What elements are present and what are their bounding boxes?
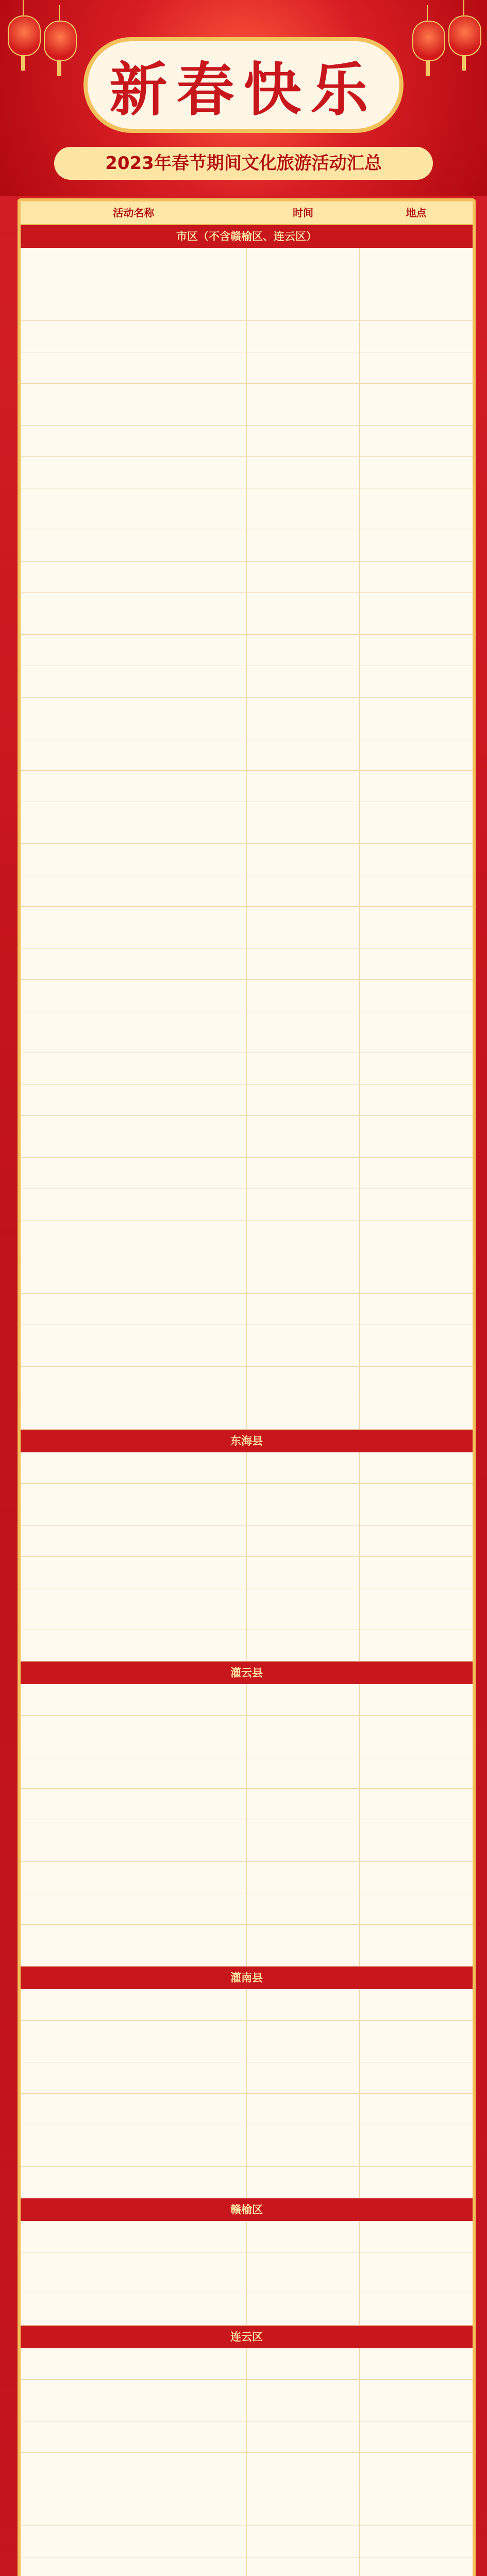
- page-title: 新春快乐: [109, 56, 378, 124]
- table-row: [21, 2294, 473, 2326]
- table-row: [21, 1757, 473, 1789]
- table-cell: [360, 2221, 473, 2252]
- table-row: [21, 384, 473, 426]
- table-cell: [247, 1526, 360, 1556]
- table-cell: [360, 2453, 473, 2484]
- table-cell: [247, 1716, 360, 1757]
- table-cell: [21, 2221, 247, 2252]
- table-cell: [360, 2167, 473, 2198]
- table-cell: [360, 1684, 473, 1715]
- table-cell: [21, 1158, 247, 1189]
- table-row: [21, 1893, 473, 1925]
- table-row: [21, 2125, 473, 2167]
- table-cell: [247, 1789, 360, 1820]
- table-cell: [21, 593, 247, 634]
- table-cell: [360, 1294, 473, 1325]
- table-row: [21, 1053, 473, 1084]
- hero-banner: [0, 0, 487, 196]
- table-cell: [360, 530, 473, 561]
- table-cell: [21, 698, 247, 739]
- table-cell: [21, 2167, 247, 2198]
- table-cell: [21, 1789, 247, 1820]
- table-row: [21, 321, 473, 352]
- table-row: [21, 844, 473, 875]
- table-cell: [21, 1757, 247, 1788]
- table-row: [21, 1588, 473, 1630]
- table-cell: [21, 1588, 247, 1630]
- table-cell: [21, 1862, 247, 1893]
- table-cell: [21, 739, 247, 770]
- table-cell: [21, 1452, 247, 1483]
- table-cell: [247, 2380, 360, 2421]
- table-cell: [247, 2557, 360, 2576]
- table-cell: [21, 1557, 247, 1588]
- table-cell: [360, 1484, 473, 1525]
- table-cell: [21, 875, 247, 906]
- table-cell: [247, 1325, 360, 1366]
- table-cell: [360, 1262, 473, 1293]
- table-cell: [21, 1084, 247, 1115]
- table-row: [21, 488, 473, 530]
- table-cell: [21, 1325, 247, 1366]
- table-row: [21, 279, 473, 321]
- table-cell: [247, 1398, 360, 1429]
- table-row: [21, 1398, 473, 1430]
- table-cell: [247, 562, 360, 592]
- table-cell: [360, 426, 473, 456]
- table-row: [21, 2094, 473, 2125]
- table-cell: [247, 488, 360, 530]
- table-cell: [21, 2453, 247, 2484]
- table-cell: [247, 2294, 360, 2325]
- table-cell: [247, 1116, 360, 1157]
- table-cell: [360, 1757, 473, 1788]
- table-row: [21, 2062, 473, 2094]
- table-cell: [360, 1526, 473, 1556]
- table-row: [21, 2526, 473, 2557]
- table-cell: [21, 384, 247, 425]
- table-cell: [21, 1053, 247, 1084]
- table-cell: [247, 1221, 360, 1262]
- col-name: 活动名称: [113, 207, 155, 219]
- table-cell: [21, 1684, 247, 1715]
- section-header: 灌云县: [21, 1662, 473, 1684]
- table-cell: [247, 635, 360, 666]
- table-cell: [360, 2252, 473, 2294]
- table-cell: [247, 739, 360, 770]
- table-row: [21, 2021, 473, 2062]
- section-header: 连云区: [21, 2326, 473, 2348]
- table-cell: [247, 2484, 360, 2526]
- events-table: [18, 198, 476, 2576]
- table-cell: [247, 352, 360, 383]
- table-row: [21, 457, 473, 488]
- table-row: [21, 1158, 473, 1189]
- table-cell: [21, 1484, 247, 1525]
- table-cell: [21, 321, 247, 352]
- table-cell: [360, 562, 473, 592]
- table-row: [21, 739, 473, 771]
- table-cell: [21, 844, 247, 875]
- table-cell: [247, 1053, 360, 1084]
- table-cell: [360, 248, 473, 279]
- table-cell: [247, 1452, 360, 1483]
- table-body: [21, 225, 473, 2576]
- table-cell: [247, 666, 360, 697]
- table-row: [21, 948, 473, 980]
- table-cell: [247, 426, 360, 456]
- table-cell: [21, 666, 247, 697]
- table-cell: [360, 279, 473, 320]
- table-cell: [360, 2021, 473, 2062]
- table-cell: [360, 352, 473, 383]
- table-cell: [247, 698, 360, 739]
- col-time: 时间: [293, 207, 314, 219]
- table-row: [21, 1820, 473, 1862]
- table-cell: [360, 1367, 473, 1398]
- table-cell: [21, 562, 247, 592]
- table-cell: [247, 530, 360, 561]
- table-row: [21, 698, 473, 739]
- table-cell: [360, 771, 473, 802]
- table-cell: [21, 1989, 247, 2020]
- table-cell: [360, 802, 473, 843]
- table-row: [21, 1484, 473, 1526]
- table-cell: [247, 1630, 360, 1661]
- table-cell: [247, 2421, 360, 2452]
- table-cell: [21, 980, 247, 1011]
- table-cell: [247, 1294, 360, 1325]
- table-row: [21, 1011, 473, 1053]
- section-header: 市区（不含赣榆区、连云区）: [21, 225, 473, 248]
- table-row: [21, 802, 473, 844]
- table-cell: [247, 1367, 360, 1398]
- table-cell: [247, 1862, 360, 1893]
- table-cell: [21, 1820, 247, 1861]
- table-cell: [247, 948, 360, 979]
- section-header: 灌南县: [21, 1967, 473, 1989]
- table-cell: [247, 2252, 360, 2294]
- table-cell: [21, 2526, 247, 2557]
- table-row: [21, 1925, 473, 1967]
- table-row: [21, 771, 473, 802]
- table-cell: [360, 875, 473, 906]
- table-cell: [21, 802, 247, 843]
- table-cell: [247, 980, 360, 1011]
- table-row: [21, 248, 473, 279]
- table-row: [21, 2252, 473, 2294]
- table-row: [21, 907, 473, 948]
- table-row: [21, 1989, 473, 2021]
- table-cell: [21, 1221, 247, 1262]
- table-cell: [21, 1294, 247, 1325]
- table-cell: [247, 1925, 360, 1966]
- table-cell: [247, 2167, 360, 2198]
- table-cell: [360, 2062, 473, 2093]
- table-cell: [247, 2453, 360, 2484]
- table-cell: [247, 2094, 360, 2125]
- table-cell: [21, 771, 247, 802]
- table-row: [21, 1557, 473, 1588]
- table-cell: [247, 248, 360, 279]
- table-cell: [360, 1053, 473, 1084]
- table-row: [21, 2167, 473, 2198]
- table-row: [21, 2484, 473, 2526]
- section-header: 赣榆区: [21, 2198, 473, 2221]
- table-cell: [21, 248, 247, 279]
- table-cell: [360, 948, 473, 979]
- table-cell: [360, 907, 473, 948]
- table-cell: [360, 1325, 473, 1366]
- table-cell: [21, 1262, 247, 1293]
- table-cell: [21, 1367, 247, 1398]
- table-cell: [21, 1116, 247, 1157]
- table-cell: [360, 1820, 473, 1861]
- table-row: [21, 1862, 473, 1893]
- table-row: [21, 1684, 473, 1716]
- table-cell: [247, 1588, 360, 1630]
- table-cell: [360, 1398, 473, 1429]
- table-cell: [247, 1484, 360, 1525]
- table-cell: [360, 1925, 473, 1966]
- table-row: [21, 875, 473, 907]
- table-cell: [247, 2062, 360, 2093]
- table-cell: [247, 1820, 360, 1861]
- table-row: [21, 2221, 473, 2252]
- table-cell: [360, 1011, 473, 1053]
- table-cell: [21, 1893, 247, 1924]
- table-cell: [21, 907, 247, 948]
- table-row: [21, 1452, 473, 1484]
- table-row: [21, 1325, 473, 1367]
- table-cell: [360, 1116, 473, 1157]
- table-cell: [360, 457, 473, 488]
- table-cell: [247, 1262, 360, 1293]
- table-cell: [21, 2125, 247, 2166]
- col-place: 地点: [406, 207, 427, 219]
- table-cell: [21, 2484, 247, 2526]
- table-cell: [247, 321, 360, 352]
- table-row: [21, 1716, 473, 1757]
- table-row: [21, 426, 473, 457]
- lantern-icon: [5, 0, 41, 72]
- table-cell: [247, 1557, 360, 1588]
- table-cell: [360, 2125, 473, 2166]
- table-cell: [21, 2557, 247, 2576]
- table-cell: [360, 666, 473, 697]
- table-cell: [21, 1925, 247, 1966]
- table-row: [21, 1526, 473, 1557]
- table-cell: [247, 1757, 360, 1788]
- table-cell: [247, 1189, 360, 1220]
- table-cell: [247, 1989, 360, 2020]
- table-cell: [247, 2021, 360, 2062]
- table-cell: [21, 2021, 247, 2062]
- table-cell: [247, 2125, 360, 2166]
- table-cell: [21, 457, 247, 488]
- table-cell: [21, 1189, 247, 1220]
- table-row: [21, 1367, 473, 1398]
- table-cell: [360, 2380, 473, 2421]
- table-cell: [247, 2348, 360, 2379]
- table-cell: [21, 2380, 247, 2421]
- table-cell: [360, 1452, 473, 1483]
- table-cell: [360, 739, 473, 770]
- table-cell: [247, 875, 360, 906]
- table-cell: [21, 279, 247, 320]
- table-cell: [360, 2348, 473, 2379]
- table-row: [21, 562, 473, 593]
- table-cell: [360, 1189, 473, 1220]
- table-row: [21, 2380, 473, 2421]
- table-cell: [21, 1011, 247, 1053]
- table-cell: [21, 1716, 247, 1757]
- table-cell: [247, 279, 360, 320]
- table-header: [21, 201, 473, 225]
- table-cell: [360, 1862, 473, 1893]
- table-cell: [21, 530, 247, 561]
- table-row: [21, 2421, 473, 2453]
- lantern-icon: [41, 5, 77, 77]
- table-cell: [247, 771, 360, 802]
- table-cell: [360, 2421, 473, 2452]
- table-row: [21, 666, 473, 698]
- table-cell: [360, 635, 473, 666]
- table-cell: [247, 593, 360, 634]
- table-cell: [247, 1158, 360, 1189]
- table-cell: [360, 1084, 473, 1115]
- table-cell: [360, 1716, 473, 1757]
- table-cell: [360, 1158, 473, 1189]
- table-row: [21, 2557, 473, 2576]
- table-cell: [360, 1221, 473, 1262]
- table-row: [21, 1084, 473, 1116]
- table-cell: [360, 488, 473, 530]
- table-cell: [21, 2062, 247, 2093]
- section-header: 东海县: [21, 1430, 473, 1452]
- table-cell: [360, 1630, 473, 1661]
- table-row: [21, 635, 473, 666]
- table-cell: [21, 488, 247, 530]
- table-cell: [21, 1398, 247, 1429]
- page-subtitle: 2023年春节期间文化旅游活动汇总: [54, 147, 433, 180]
- table-cell: [21, 1630, 247, 1661]
- table-cell: [247, 1084, 360, 1115]
- table-cell: [247, 907, 360, 948]
- table-cell: [360, 980, 473, 1011]
- table-cell: [360, 321, 473, 352]
- table-cell: [21, 2294, 247, 2325]
- table-row: [21, 980, 473, 1011]
- table-cell: [360, 1557, 473, 1588]
- table-cell: [360, 1989, 473, 2020]
- table-cell: [21, 948, 247, 979]
- table-row: [21, 593, 473, 635]
- table-cell: [360, 2526, 473, 2557]
- table-cell: [247, 844, 360, 875]
- table-cell: [247, 457, 360, 488]
- table-row: [21, 1262, 473, 1294]
- table-cell: [247, 802, 360, 843]
- table-cell: [360, 384, 473, 425]
- table-cell: [360, 2557, 473, 2576]
- table-row: [21, 530, 473, 562]
- table-cell: [360, 2484, 473, 2526]
- lantern-icon: [410, 5, 446, 77]
- table-row: [21, 1116, 473, 1158]
- table-row: [21, 1294, 473, 1325]
- table-row: [21, 2348, 473, 2380]
- table-row: [21, 1630, 473, 1662]
- table-cell: [247, 384, 360, 425]
- table-cell: [360, 1893, 473, 1924]
- title-badge: [88, 41, 399, 129]
- table-cell: [247, 2221, 360, 2252]
- table-cell: [360, 593, 473, 634]
- table-cell: [360, 1789, 473, 1820]
- table-cell: [360, 2094, 473, 2125]
- table-cell: [21, 2348, 247, 2379]
- table-cell: [247, 1011, 360, 1053]
- lantern-icon: [446, 0, 482, 72]
- table-cell: [360, 698, 473, 739]
- table-row: [21, 1189, 473, 1221]
- table-cell: [247, 2526, 360, 2557]
- table-row: [21, 1221, 473, 1262]
- table-row: [21, 1789, 473, 1820]
- table-cell: [360, 1588, 473, 1630]
- table-cell: [21, 2094, 247, 2125]
- table-cell: [360, 844, 473, 875]
- table-cell: [21, 426, 247, 456]
- table-cell: [21, 635, 247, 666]
- table-cell: [247, 1684, 360, 1715]
- table-cell: [21, 352, 247, 383]
- table-cell: [21, 1526, 247, 1556]
- table-row: [21, 2453, 473, 2484]
- table-cell: [247, 1893, 360, 1924]
- table-cell: [360, 2294, 473, 2325]
- table-cell: [21, 2421, 247, 2452]
- table-cell: [21, 2252, 247, 2294]
- table-row: [21, 352, 473, 384]
